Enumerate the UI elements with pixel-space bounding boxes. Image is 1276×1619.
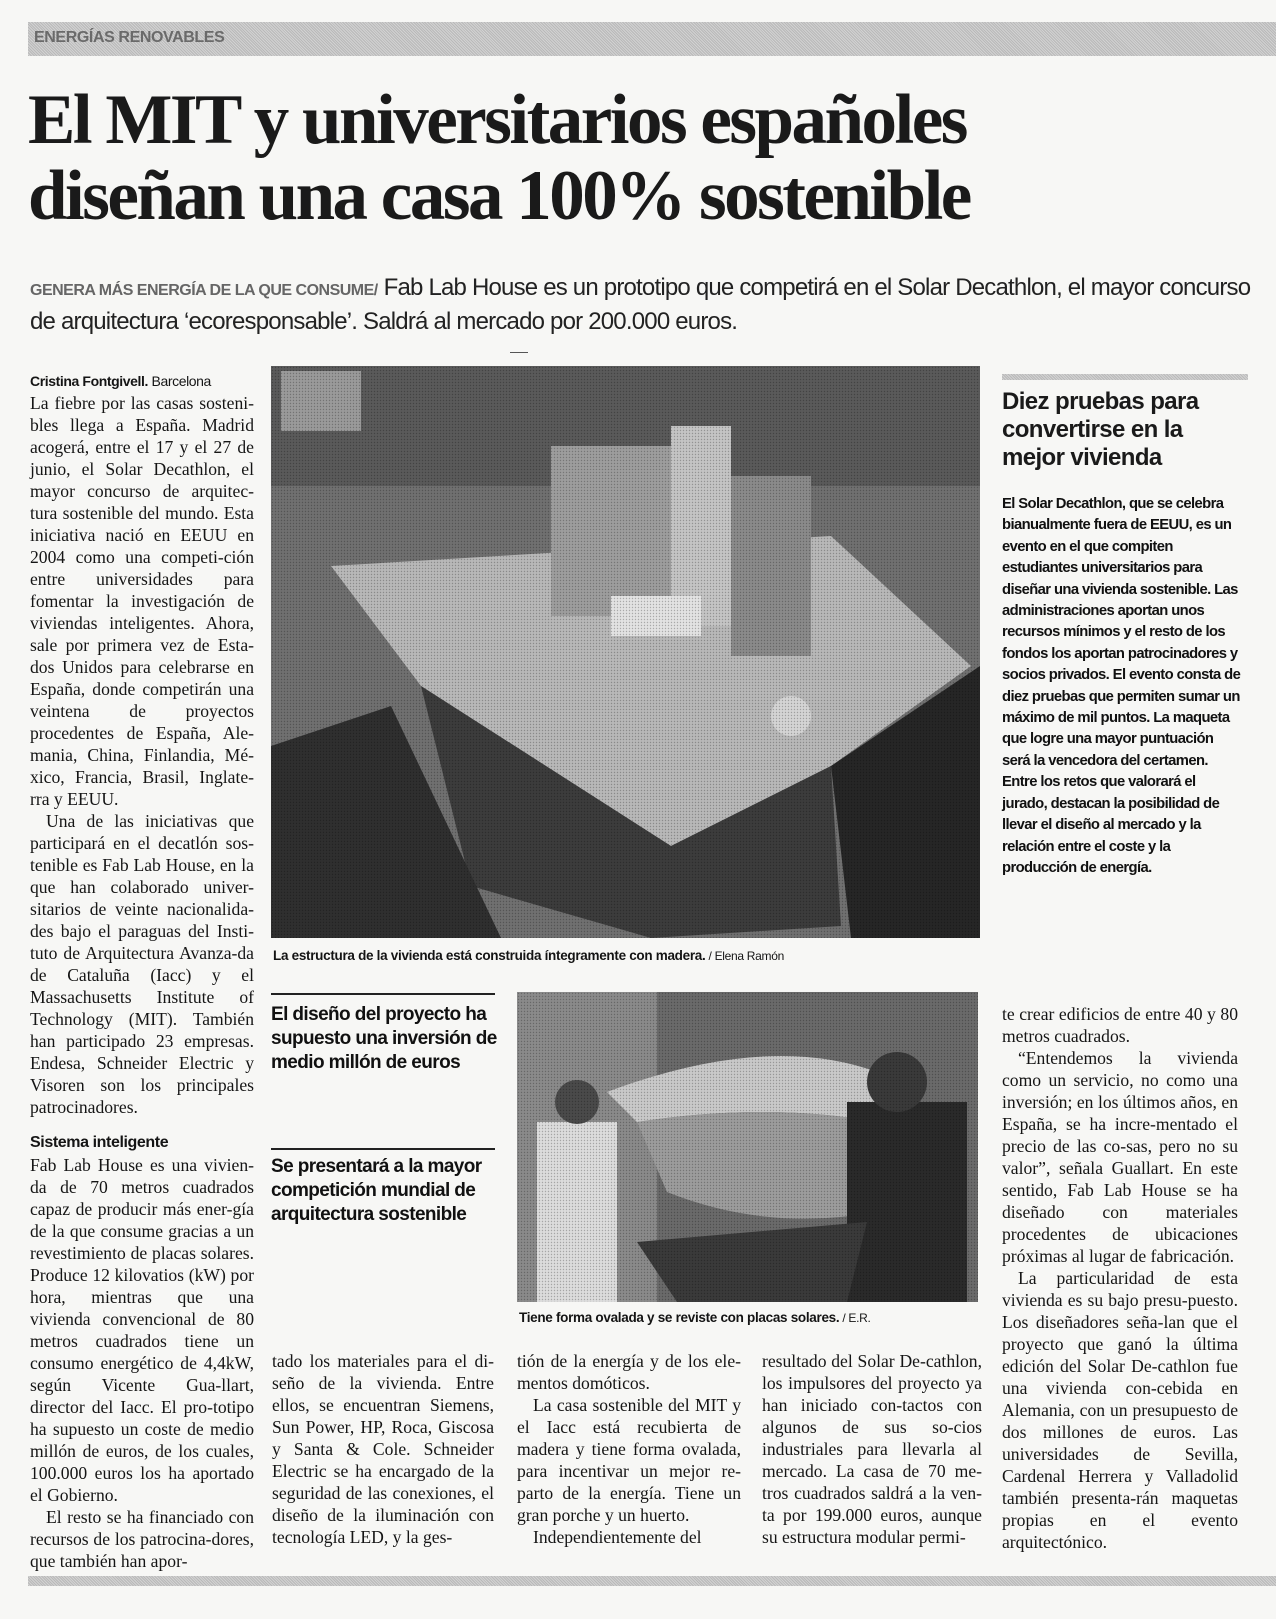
sidebar-body: El Solar Decathlon, que se celebra bianualmente fuera de EEUU, es un evento en el que compiten estudiantes universitarios para diseñar una vivienda sostenible. Las administraciones aportan unos recursos mínimos y el resto de los fondos los aportan patrocinadores y socios privados. El evento consta de diez pruebas que permiten sumar un máximo de mil puntos. La maqueta que logre una mayor puntuación será la vencedora del certamen. Entre los retos que valorará el jurado, destacan la posibilidad de llevar el diseño al mercado y la relación entre el coste y la producción de energía. [1002,496,1241,876]
article-column-4 [762,1350,982,1548]
body-paragraph: Una de las iniciativas que participará en el decatlón sos-tenible es Fab Lab House, en la que han colaborado univer-sitarios de veinte nacionalida-des bajo el paraguas del Insti-tuto de Arquitectura Avanza-da de Cataluña (Iacc) y el Massachusetts Institute of Technology (MIT). También han participado 23 empresas. Endesa, Schneider Electric y Visoren son los principales patrocinadores. [30,811,254,1117]
byline [30,370,254,392]
photo-model [517,992,978,1302]
subhead-kicker: GENERA MÁS ENERGÍA DE LA QUE CONSUME/ [30,282,378,299]
body-paragraph: La fiebre por las casas sosteni-bles llega a España. Madrid acogerá, entre el 17 y el 27 de junio, el Solar Decathlon, el mayor concurso de arquitec-tura sostenible del mundo. Esta iniciativa nació en EEUU en 2004 como una competi-ción entre universidades para fomentar la investigación de viviendas inteligentes. Ahora, sale por primera vez de Esta-dos Unidos para celebrarse en España, donde competirán una veintena de proyectos procedentes de España, Ale-mania, China, Finlandia, Mé-xico, Francia, Brasil, Inglate-rra y EEUU. [30,393,254,809]
divider [510,352,528,353]
body-paragraph: tado los materiales para el di-seño de la vivienda. Entre ellos, se encuentran Siemens, Sun Power, HP, Roca, Giscosa y Santa & Cole. Schneider Electric se ha encargado de la seguridad de las conexiones, el diseño de la iluminación con tecnología LED, y la ges- [272,1351,494,1547]
byline-author: Cristina Fontgivell. [30,373,149,389]
sidebar-title: Diez pruebas para convertirse en la mejor vivienda [1002,388,1199,471]
photo-credit: / Elena Ramón [705,949,784,963]
subhead [30,272,1270,337]
photo-credit: / E.R. [839,1311,871,1325]
photo-caption [519,1310,871,1325]
subhead-text: Fab Lab House es un prototipo que competirá en el Solar Decathlon, el mayor concurso de arquitectura ‘ecoresponsable’. Saldrá al mercado por 200.000 euros. [30,274,1251,335]
body-paragraph: El resto se ha financiado con recursos de los patrocina-dores, que también han apor- [30,1507,254,1571]
pullquote: El diseño del proyecto ha supuesto una inversión de medio millón de euros [271,1004,497,1073]
pullquote-rule [271,993,495,995]
photo-house-structure [271,366,980,938]
body-paragraph: La casa sostenible del MIT y el Iacc está recubierta de madera y tiene forma ovalada, para incentivar un mejor re-parto de la energía. Tiene un gran porche y un huerto. [517,1395,741,1525]
body-paragraph: La particularidad de esta vivienda es su bajo presu-puesto. Los diseñadores seña-lan que el proyecto que ganó la última edición del Solar De-cathlon fue una vivienda con-cebida en Alemania, con un presupuesto de dos millones de euros. Las universidades de Sevilla, Cardenal Herrera y Valladolid también presenta-rán maquetas propias en el evento arquitectónico. [1002,1268,1238,1552]
pullquote-rule [271,1148,495,1150]
body-paragraph: Fab Lab House es una vivien-da de 70 metros cuadrados capaz de producir más ener-gía de la que consume gracias a un revestimiento de placas solares. Produce 12 kilovatios (kW) por hora, mientras que una vivienda convencional de 80 metros cuadrados tiene un consumo energético de 4,4kW, según Vicente Gua-llart, director del Iacc. El pro-totipo ha supuesto un coste de medio millón de euros, de los cuales, 100.000 euros los ha aportado el Gobierno. [30,1155,254,1505]
body-paragraph: “Entendemos la vivienda como un servicio, no como una inversión; en los últimos años, en España, se ha incre-mentado el precio de las co-sas, pero no su valor”, señala Guallart. En este sentido, Fab Lab House se ha diseñado con materiales procedentes de ubicaciones próximas al lugar de fabricación. [1002,1048,1238,1266]
section-label: ENERGÍAS RENOVABLES [34,29,225,46]
article-column-2 [272,1350,494,1548]
section-subtitle: Sistema inteligente [30,1134,169,1151]
photo-house-structure-image [271,366,980,938]
body-paragraph: Independientemente del [533,1527,702,1547]
body-paragraph: tión de la energía y de los ele-mentos domóticos. [517,1351,741,1393]
headline [28,82,1268,234]
sidebar-band [1002,374,1248,380]
headline-line-1: El MIT y universitarios españoles [28,81,966,159]
byline-location: Barcelona [148,373,211,389]
photo-caption [273,948,784,963]
body-paragraph: resultado del Solar De-cathlon, los impulsores del proyecto ya han iniciado con-tactos con algunos de sus so-cios industriales para llevarla al mercado. La casa de 70 me-tros cuadrados saldrá a la ven-ta por 199.000 euros, aunque su estructura modular permi- [762,1351,982,1547]
article-column-5 [1002,1003,1238,1553]
article-column-3 [517,1350,741,1548]
headline-line-2: diseñan una casa 100% sostenible [28,157,970,235]
bottom-band [28,1576,1276,1586]
pullquote: Se presentará a la mayor competición mundial de arquitectura sostenible [271,1156,482,1225]
body-paragraph: te crear edificios de entre 40 y 80 metros cuadrados. [1002,1004,1238,1046]
caption-text: Tiene forma ovalada y se reviste con placas solares. [519,1310,840,1325]
caption-text: La estructura de la vivienda está construida íntegramente con madera. [273,948,706,963]
photo-model-image [517,992,978,1302]
article-column-1 [30,370,254,1572]
